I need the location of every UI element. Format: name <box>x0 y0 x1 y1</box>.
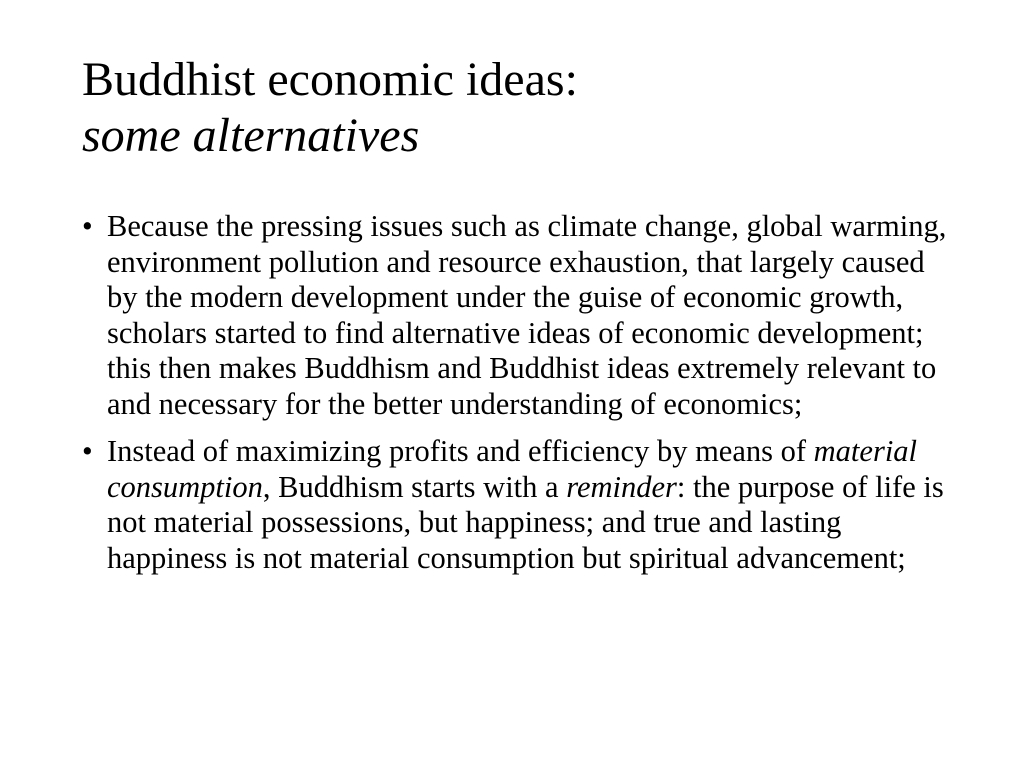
bullet-text: Because the pressing issues such as climate change, global warming, environment pollution and resource exhaustion, that largely caused by the modern development under the guise of economic growth, scholars started to find alternative ideas of economic development; this then makes Buddhism and Buddhist ideas extremely relevant to and necessary for the better understanding of economics; <box>107 209 947 421</box>
bullet-emphasis-reminder: reminder <box>566 469 677 504</box>
bullet-text-part: : the purpose of life is not material possessions, but happiness; and true and lasting happiness is not material consumption but spiritual advancement; <box>107 469 944 575</box>
slide-title <box>82 52 982 164</box>
bullet-dot-icon: • <box>82 434 93 468</box>
bullet-list <box>82 209 962 588</box>
bullet-item-2 <box>82 434 962 576</box>
bullet-text-part: , Buddhism starts with a <box>262 469 567 504</box>
title-line-subtitle: some alternatives <box>82 109 420 162</box>
bullet-item-1 <box>82 209 962 422</box>
title-line-main: Buddhist economic ideas: <box>82 53 578 106</box>
bullet-dot-icon: • <box>82 209 93 243</box>
bullet-text-part: Instead of maximizing profits and efficiency by means of <box>107 434 814 468</box>
bullet-emphasis-material-consumption: material consumption <box>107 434 918 504</box>
